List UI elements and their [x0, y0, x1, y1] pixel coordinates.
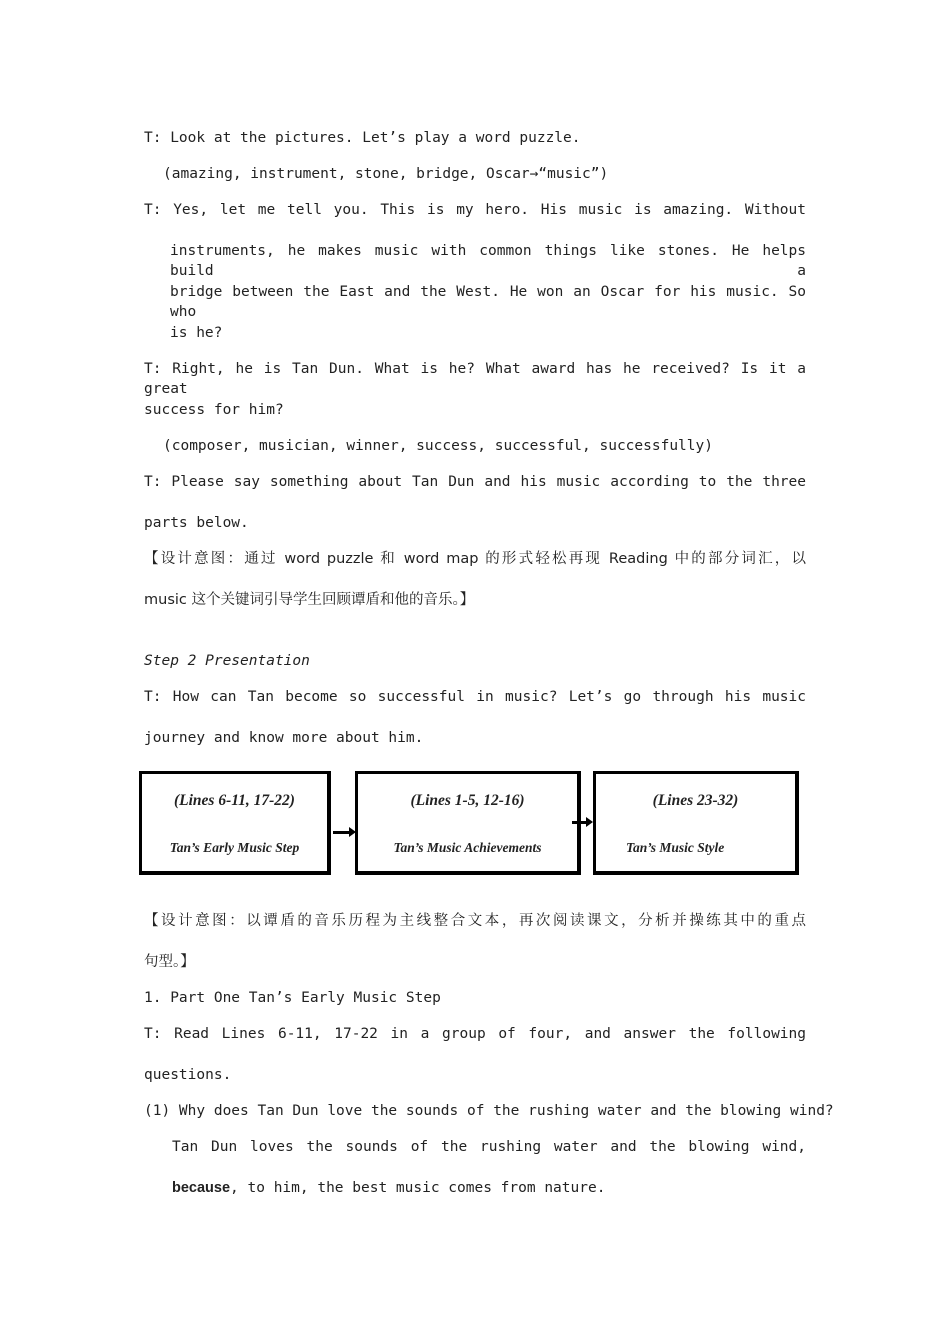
teacher-line-1: T: Look at the pictures. Let’s play a word puzzle. [144, 130, 581, 146]
vocab-list-1: (amazing, instrument, stone, bridge, Oscar→“music”) [163, 166, 609, 182]
teacher-line-3-cont: success for him? [144, 402, 284, 418]
answer-1-cont [172, 1178, 605, 1198]
flow-box-lines: (Lines 23-32) [652, 792, 739, 809]
teacher-line-5-cont: journey and know more about him. [144, 730, 424, 746]
teacher-line-2-cont-1: instruments, he makes music with common things like stones. He helps build a [170, 243, 806, 279]
answer-1: Tan Dun loves the sounds of the rushing water and the blowing wind, [172, 1139, 806, 1155]
teacher-line-2-cont-3: is he? [170, 325, 223, 341]
flow-box-title: Tan’s Music Achievements [393, 840, 542, 855]
flow-box-achievements [355, 771, 581, 875]
flow-box-lines: (Lines 1-5, 12-16) [410, 792, 525, 809]
teacher-line-6-cont: questions. [144, 1067, 232, 1083]
teacher-line-2: T: Yes, let me tell you. This is my hero. His music is amazing. Without [144, 202, 806, 218]
teacher-line-2-cont-2: bridge between the East and the West. He won an Oscar for his music. So who [170, 284, 806, 320]
flow-box-title: Tan’s Music Style [626, 840, 725, 855]
vocab-list-2: (composer, musician, winner, success, successful, successfully) [163, 438, 713, 454]
question-1: (1) Why does Tan Dun love the sounds of the rushing water and the blowing wind? [144, 1103, 834, 1119]
design-intent-2-cont: 句型。】 [144, 954, 195, 970]
design-intent-1: 【设计意图：通过 word puzzle 和 word map 的形式轻松再现 Reading 中的部分词汇，以 [144, 551, 806, 567]
teacher-line-4: T: Please say something about Tan Dun and his music according to the three [144, 474, 806, 490]
answer-keyword: because [172, 1180, 231, 1196]
flow-box-title: Tan’s Early Music Step [169, 840, 300, 855]
design-intent-1-cont: music 这个关键词引导学生回顾谭盾和他的音乐。】 [144, 592, 475, 608]
flow-box-lines: (Lines 6-11, 17-22) [174, 792, 295, 809]
flow-arrow-2 [572, 821, 590, 824]
teacher-line-3: T: Right, he is Tan Dun. What is he? What award has he received? Is it a great [144, 361, 806, 397]
step-heading: Step 2 Presentation [144, 653, 310, 669]
teacher-line-4-cont: parts below. [144, 515, 249, 531]
part-one-heading: 1. Part One Tan’s Early Music Step [144, 990, 441, 1006]
flow-box-early-step [139, 771, 331, 875]
flow-box-style [593, 771, 799, 875]
design-intent-2: 【设计意图：以谭盾的音乐历程为主线整合文本，再次阅读课文，分析并操练其中的重点 [144, 913, 806, 929]
flow-arrow-1 [333, 831, 353, 834]
teacher-line-5: T: How can Tan become so successful in music? Let’s go through his music [144, 689, 806, 705]
teacher-line-6: T: Read Lines 6-11, 17-22 in a group of four, and answer the following [144, 1026, 806, 1042]
answer-rest: , to him, the best music comes from nature. [230, 1180, 606, 1196]
